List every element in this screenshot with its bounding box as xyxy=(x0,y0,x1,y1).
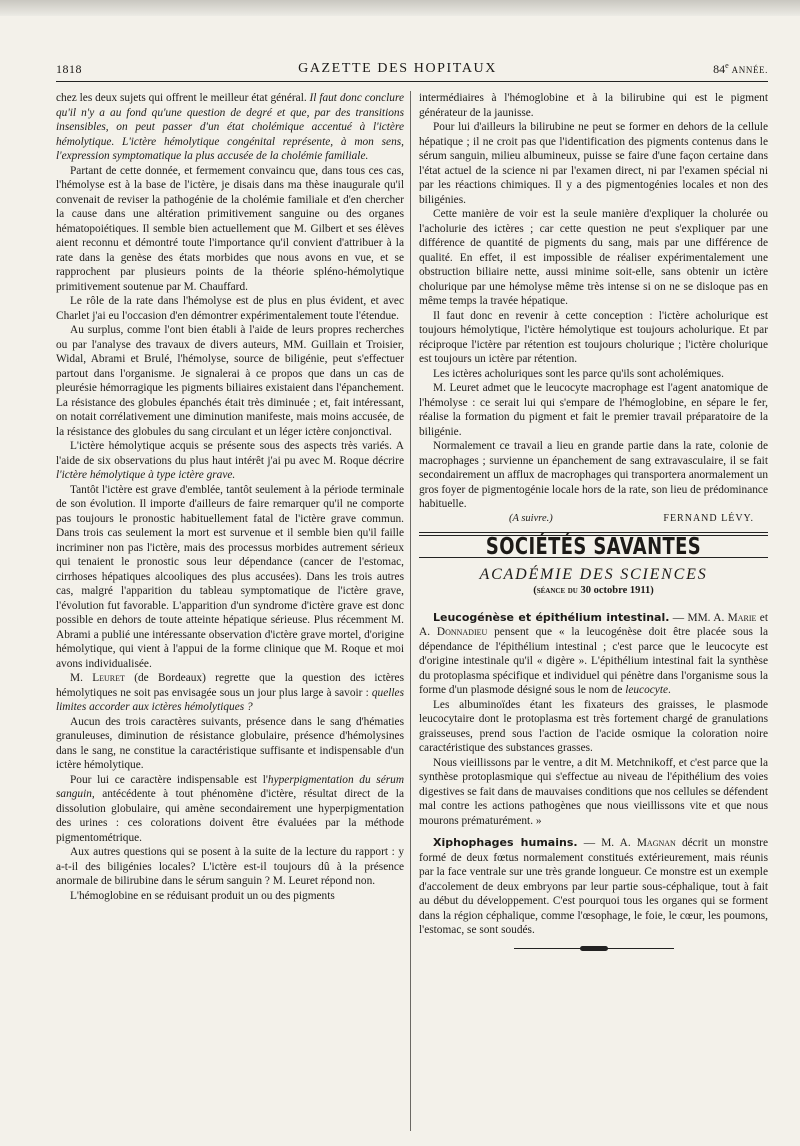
paragraph xyxy=(56,91,404,164)
paragraph xyxy=(419,836,768,938)
session-date xyxy=(419,584,768,599)
section-rule-top xyxy=(419,532,768,533)
author-name: Donnadieu xyxy=(436,626,488,638)
paragraph: Pour lui d'ailleurs la bilirubine ne peut se former en dehors de la cellule hépatique ; il ne croit pas que l'identification des pigments contenus dans le sérum sanguin, milieu albumineux, puisse se faire d'une façon certaine dans l'état actuel de la science ni par l'examen direct, ni par l'examen spécial ni par les réactions chimiques. Il y a des pigmentogénies locales et non des biligénies. xyxy=(419,121,768,206)
author-name: Marie xyxy=(727,611,757,624)
paragraph: Partant de cette donnée, et fermement convaincu que, dans tous ces cas, l'hémolyse est à la base de l'ictère, je disais dans ma thèse inaugurale qu'il convenait de reviser la pathogénie de la cholémie familiale et d'en chercher la cause dans une altération primitivement sanguine ou des organes hématopoiétiques. Il semble bien actuellement que M. Gilbert et ses élèves aient reconnu et démontré toute l'importance qu'il convient d'attribuer à la rate dans la genèse des états morbides que nous avons en vue, et se rapprochent par plusieurs points de la théorie spléno-hémolytique primitivement soutenue par M. Chauffard. xyxy=(56,164,404,293)
italic-text: leucocyte xyxy=(625,684,669,696)
section-title: SOCIÉTÉS SAVANTES xyxy=(485,534,702,560)
text: . xyxy=(668,684,671,696)
text: pensent que « la leucogénèse doit être placée sous la dépendance de l'épithélium intestinal ; c'est parce que le leucocyte est d'origine intestinale qu'il « digère ». L'épithélium intestinal fait la synthèse du protoplasma spécifique et individuel qui pénètre dans l'organisme sous la forme d'un plasmode désigné sous le nom de xyxy=(419,626,768,696)
paragraph: Il faut donc en revenir à cette conception : l'ictère acholurique est toujours hémolytique, l'ictère hémolytique est toujours acholurique. Et par réciproque l'ictère par rétention est toujours cholurique ; l'ictère cholurique est toujours un ictère par rétention. xyxy=(419,309,768,365)
article-signature xyxy=(419,512,768,527)
author-signature: FERNAND LÉVY. xyxy=(663,512,754,524)
right-column xyxy=(419,91,768,949)
text: et A. xyxy=(419,611,768,638)
paragraph xyxy=(56,439,404,483)
author-name: Magnan xyxy=(636,837,676,849)
end-ornament xyxy=(514,948,674,949)
text: (de Bordeaux) regrette que la question des ictères hémolytiques ne soit pas envisagée sous un jour plus large à savoir : xyxy=(56,672,404,699)
left-column xyxy=(56,91,404,903)
paragraph: Le rôle de la rate dans l'hémolyse est de plus en plus évident, et avec Charlet j'ai eu l'occasion d'en démontrer expérimentalement toute l'étendue. xyxy=(56,295,404,322)
paragraph: L'hémoglobine en se réduisant produit un ou des pigments xyxy=(70,889,335,902)
text: — MM. A. xyxy=(669,611,728,624)
journal-title: GAZETTE DES HOPITAUX xyxy=(298,61,497,76)
text: chez les deux sujets qui offrent le meilleur état général. xyxy=(56,92,310,104)
page-number: 1818 xyxy=(56,62,82,76)
paragraph xyxy=(419,611,768,698)
text: antécédente à tout phénomène d'ictère, résultat direct de la dissolution globulaire, qui amène secondairement une hyperpigmentation des urines : ces colorations doivent être évaluées par la méthode pigmentométrique. xyxy=(56,788,404,844)
paragraph: intermédiaires à l'hémoglobine et à la bilirubine qui est le pigment générateur de la jaunisse. xyxy=(419,92,768,119)
to-be-continued: (A suivre.) xyxy=(509,512,553,524)
running-header xyxy=(56,55,768,77)
paragraph: Les ictères acholuriques sont les parce qu'ils sont acholémiques. xyxy=(433,367,724,380)
scan-edge xyxy=(0,0,800,16)
volume-number: 84 xyxy=(713,62,726,76)
text: décrit un monstre formé de deux fœtus normalement constitués extérieurement, mais réunis par la face ventrale sur une très grande longueur. Ce monstre est un exemple d'accolement de deux embryons par leur partie sous-céphalique, tout à fait au début du développement. C'est pourquoi tous les organes qui se forment dans la région céphalique, comme l'œsophage, le foie, le cœur, les poumons, l'estomac, se sont soudés. xyxy=(419,837,768,936)
volume-year xyxy=(713,61,768,77)
paragraph: Cette manière de voir est la seule manière d'expliquer la cholurée ou l'acholurie des ictères ; car cette question ne peut s'expliquer par une différence de quantité de pigments du sang, mais par une différence de qualité. En effet, il est impossible de réaliser expérimentalement une obstruction biliaire nette, aussi minime soit-elle, sans obtenir un ictère cholurique par une hémolyse même très intense si on ne se disloque pas en même temps la travée hépatique. xyxy=(419,208,768,307)
column-divider xyxy=(410,91,411,1131)
italic-text: l'ictère hémolytique à type ictère grave. xyxy=(56,469,236,481)
paragraph: Normalement ce travail a lieu en grande partie dans la rate, colonie de macrophages ; survienne un épanchement de sang extravasculaire, il se fait secondairement un afflux de macrophages qui transportera anormalement un gros foyer de pigmentogénie locale hors de la rate, son lieu de prédominance habituelle. xyxy=(419,440,768,510)
italic-text: hyperpigmentation du sérum sanguin, xyxy=(56,773,405,800)
paragraph: Au surplus, comme l'ont bien établi à l'aide de leurs propres recherches ou par l'analyse des travaux de divers auteurs, MM. Guillain et Troisier, Widal, Abrami et Brulé, l'hémolyse, source de biligénie, peut s'effectuer partout dans l'organisme. Je signalerai à ce propos que dans un cas de pleurésie hémorragique les pigments biliaires existaient dans l'épanchement. La résistance des globules épanchés était très diminuée ; et, fait intéressant, on notait corrélativement une diminution manifeste, mais moins accusée, de la résistance des globules du sang circulant et un léger ictère conjonctival. xyxy=(56,324,404,438)
paragraph: Nous vieillissons par le ventre, a dit M. Metchnikoff, et c'est parce que la synthèse protoplasmique qui s'effectue au niveau de l'épithélium des voies digestives se fait dans de mauvaises conditions que nos cellules se défendent mal contre les actions pathogènes que nous vieillissons vite et que nous mourons prématurément. » xyxy=(419,756,768,827)
paragraph: Les albuminoïdes étant les fixateurs des graisses, le plasmode leucocytaire dont le protoplasma est très fortement chargé de granulations graisseuses, prend sous l'action de l'acide osmique la coloration noire caractéristique des substances grasses. xyxy=(419,698,768,754)
text: — M. A. xyxy=(577,837,637,849)
paragraph xyxy=(56,773,404,846)
paragraph: M. Leuret admet que le leucocyte macrophage est l'agent anatomique de l'hémolyse : ce serait lui qui s'empare de l'hémoglobine, en sépare le fer, réalise la formation du pigment et fait le premier travail préparatoire de la biligénie. xyxy=(419,382,768,438)
header-rule xyxy=(56,81,768,82)
academy-heading: ACADÉMIE DES SCIENCES xyxy=(479,565,708,583)
paragraph: Tantôt l'ictère est grave d'emblée, tantôt seulement à la période terminale de son évolution. Il importe d'ailleurs de faire remarquer qu'il ne comporte pas toujours le pronostic habituellement fatal de l'ictère grave commun. Dans trois cas seulement la mort est survenue et il semble bien qu'il faille incriminer non pas l'ictère, mais des processus morbides autrement sérieux qui tenaient le pronostic sous leur dépendance (cancer de l'estomac, cirrhoses hépatiques alcooliques des plus accusées). Dans les trois autres cas, malgré l'apparition du tableau symptomatique de l'ictère grave, l'évolution fut favorable. L'apparition d'un syndrome d'ictère grave est donc possible en dehors de toute atteinte hépatique sérieuse. Plus récemment M. Abrami a publié une intéressante observation d'ictère grave mortel, d'origine hémolytique, qui vient à l'appui de la forme clinique que M. Roque et moi avons individualisée. xyxy=(56,483,404,670)
article-title: Xiphophages humains. xyxy=(433,836,578,849)
text: M. xyxy=(70,672,93,684)
italic-text: Il faut donc conclure qu'il n'y a au fond qu'une question de degré et que, par des transitions insensibles, on peut passer d'un état cholémique accentué à l'ictère hémolytique. L'ictère hémolytique congénital représente, à mon sens, l'expression symptomatique la plus accusée de la cholémie familiale. xyxy=(56,92,404,162)
session-date-text: 30 octobre 1911) xyxy=(577,585,654,596)
text: L'ictère hémolytique acquis se présente sous des aspects très variés. A l'aide de six observations du plus haut intérêt j'ai pu avec M. Roque décrire xyxy=(56,440,404,467)
article-title: Leucogénèse et épithélium intestinal. xyxy=(433,610,670,624)
italic-text: quelles limites accorder aux ictères hémolytiques ? xyxy=(56,686,404,713)
paragraph: Aucun des trois caractères suivants, présence dans le sang d'hématies granuleuses, diminution de résistance globulaire, présence d'hémolysines dans le sang, ne constitue la caractéristique suffisante et indispensable d'un ictère hémolytique. xyxy=(56,715,404,771)
text: Pour lui ce caractère indispensable est l' xyxy=(70,773,268,786)
volume-suffix: e xyxy=(725,61,729,70)
paragraph: Aux autres questions qui se posent à la suite de la lecture du rapport : y a-t-il des biligénies locales? L'ictère est-il toujours dû à la présence anormale de bilirubine dans le sérum sanguin ? M. Leuret répond non. xyxy=(56,846,404,887)
text: ( xyxy=(533,585,537,596)
session-label: séance du xyxy=(536,585,578,596)
volume-word: ANNÉE. xyxy=(731,65,768,75)
author-name: Leuret xyxy=(92,672,125,684)
paragraph xyxy=(56,671,404,715)
